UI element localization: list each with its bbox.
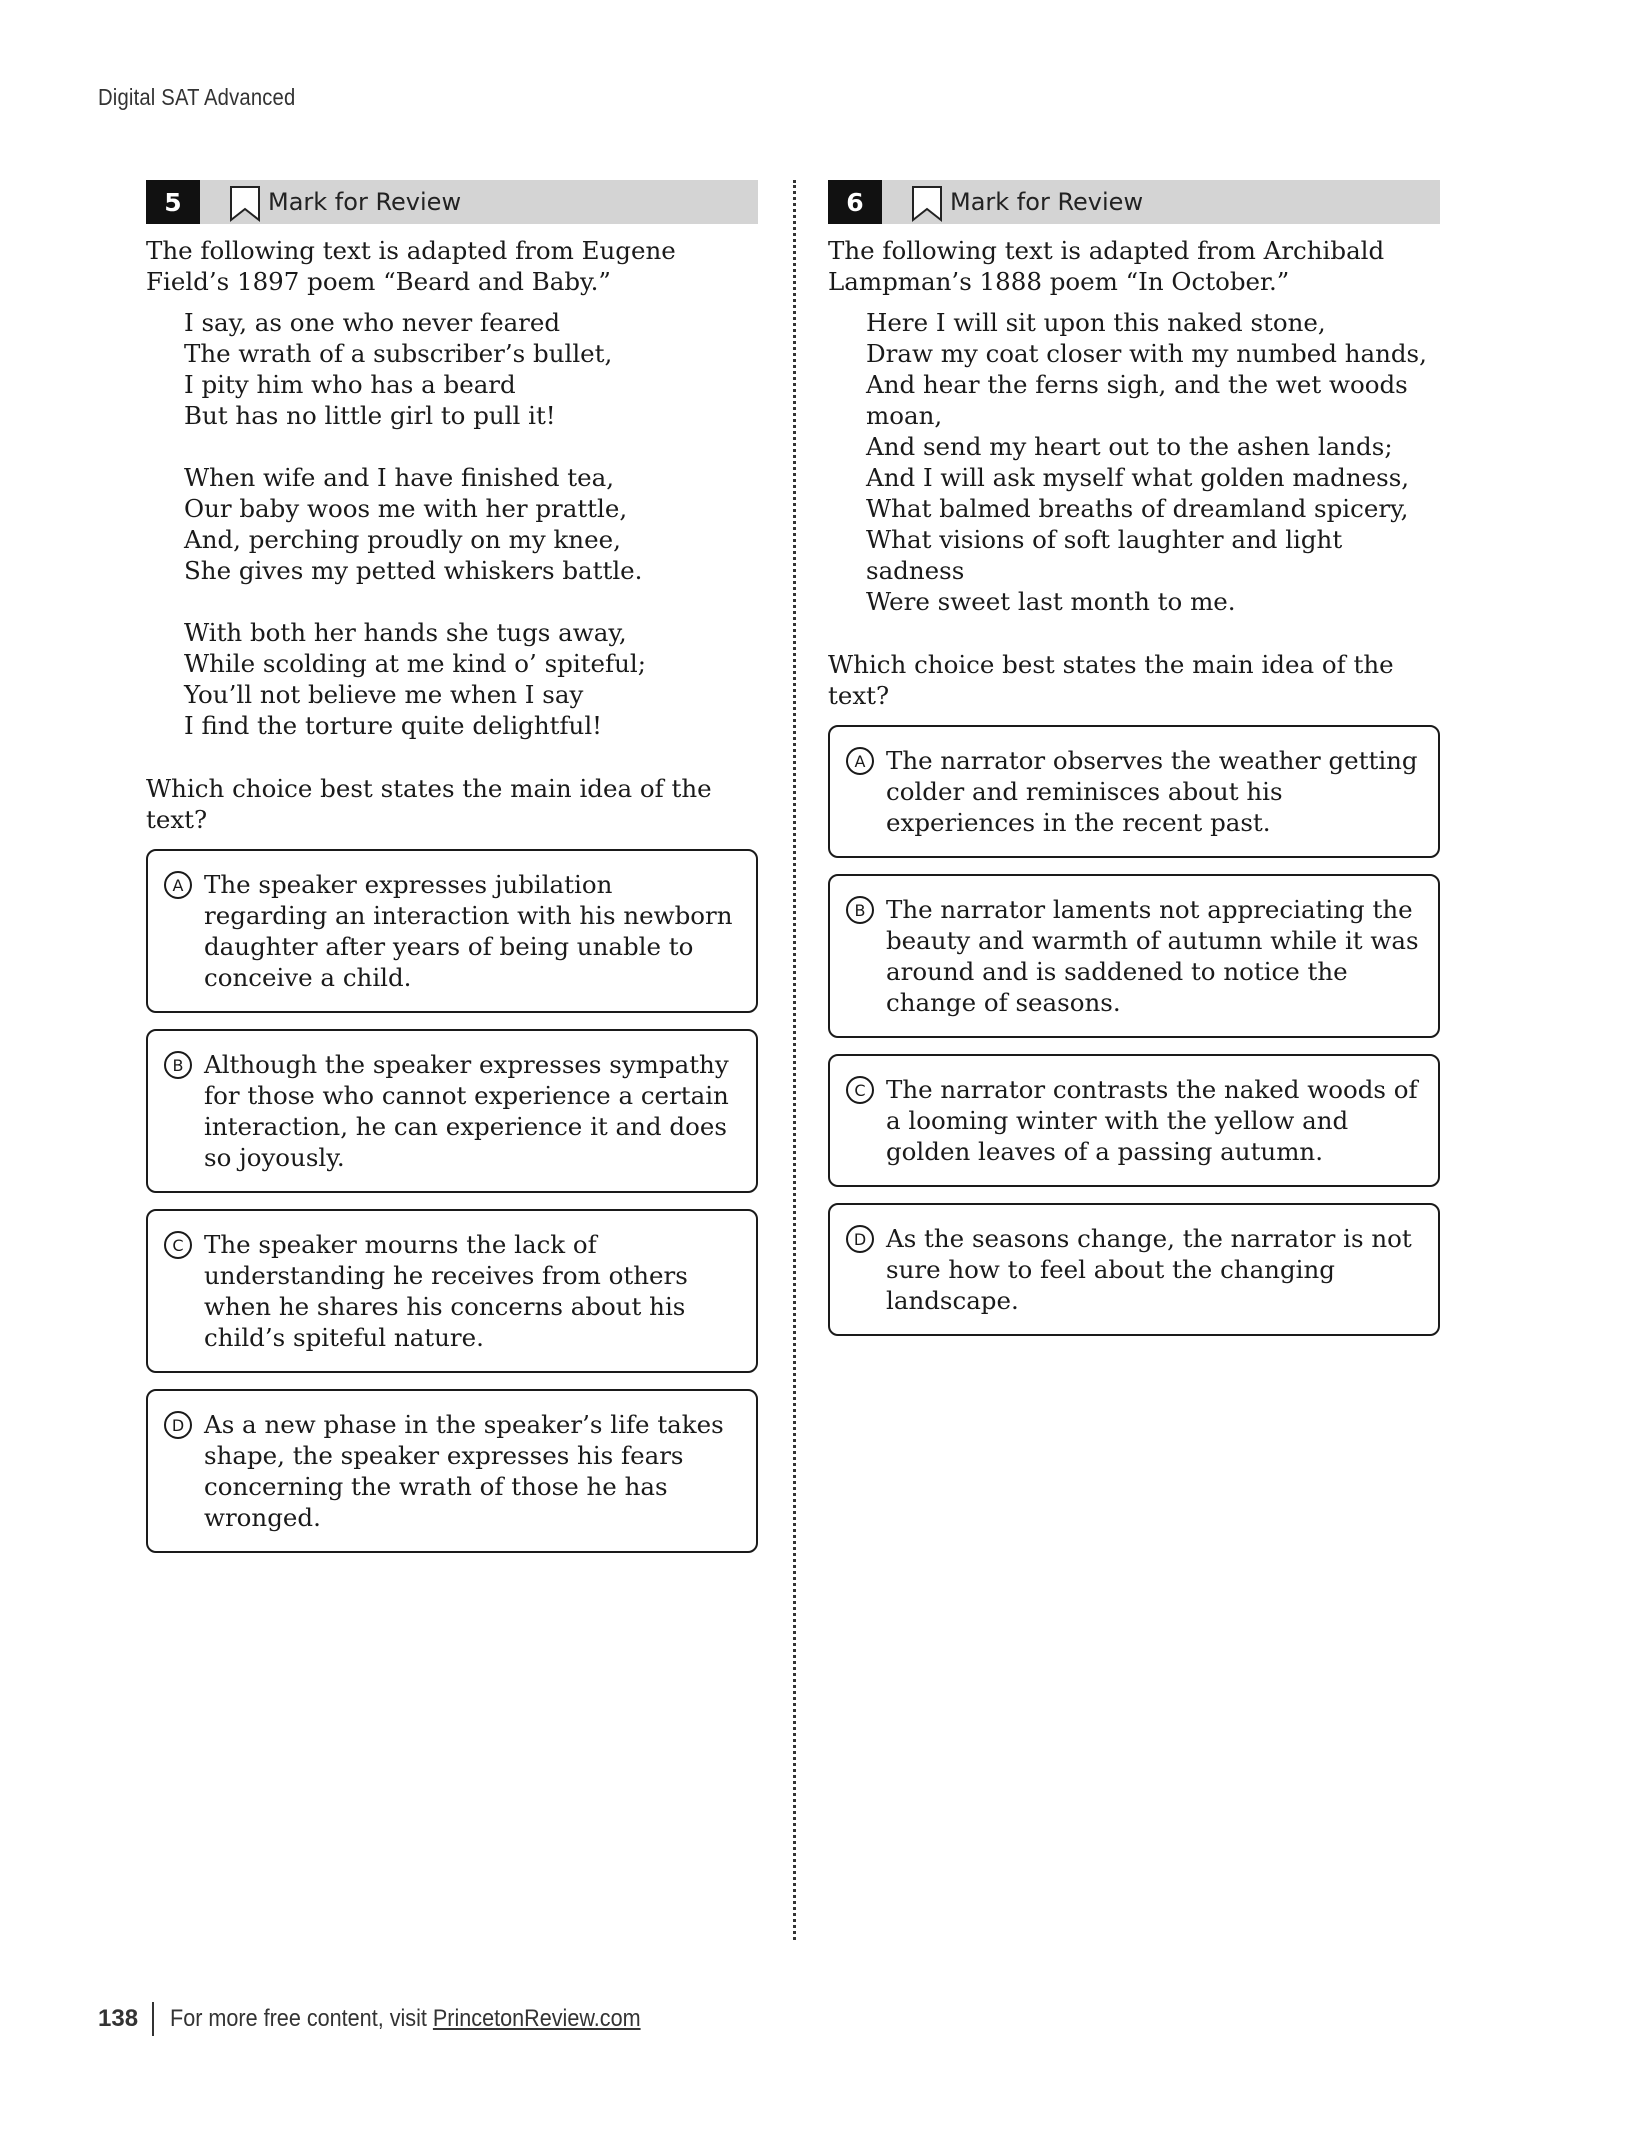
- choice-text: As the seasons change, the narrator is not sure how to feel about the changing landscape.: [886, 1224, 1412, 1315]
- mark-for-review-label[interactable]: Mark for Review: [950, 188, 1144, 216]
- poem-line: While scolding at me kind o’ spiteful;: [184, 649, 646, 678]
- question-5: [146, 180, 758, 1553]
- poem-line: Our baby woos me with her prattle,: [184, 494, 628, 523]
- poem-line: Here I will sit upon this naked stone,: [866, 308, 1326, 337]
- poem-line: The wrath of a subscriber’s bullet,: [184, 339, 613, 368]
- footer-divider: [152, 2002, 154, 2036]
- answer-choice-b[interactable]: [828, 874, 1440, 1038]
- question-header: [828, 180, 1440, 224]
- poem-line: And hear the ferns sigh, and the wet woods moan,: [866, 370, 1408, 430]
- poem-line: But has no little girl to pull it!: [184, 401, 556, 430]
- poem-line: What visions of soft laughter and light sadness: [866, 525, 1343, 585]
- footer-text: [170, 2005, 641, 2033]
- choice-letter-c: C: [164, 1231, 192, 1259]
- question-number: 5: [146, 180, 200, 224]
- poem-line: Draw my coat closer with my numbed hands,: [866, 339, 1427, 368]
- passage-intro: The following text is adapted from Eugene Field’s 1897 poem “Beard and Baby.”: [146, 236, 676, 296]
- poem-line: I say, as one who never feared: [184, 308, 561, 337]
- choice-text: The narrator observes the weather getting colder and reminisces about his experiences in the recent past.: [886, 746, 1418, 837]
- mark-for-review-label[interactable]: Mark for Review: [268, 188, 462, 216]
- page-footer: [98, 2002, 693, 2036]
- poem-line: I pity him who has a beard: [184, 370, 516, 399]
- question-prompt: Which choice best states the main idea of the text?: [828, 650, 1394, 710]
- answer-choice-a[interactable]: [828, 725, 1440, 858]
- answer-choice-d[interactable]: [146, 1389, 758, 1553]
- choice-letter-d: D: [846, 1225, 874, 1253]
- answer-choice-d[interactable]: [828, 1203, 1440, 1336]
- poem-line: Were sweet last month to me.: [866, 587, 1236, 616]
- answer-choice-a[interactable]: [146, 849, 758, 1013]
- poem-line: And send my heart out to the ashen lands;: [866, 432, 1393, 461]
- choice-letter-c: C: [846, 1076, 874, 1104]
- poem-line: She gives my petted whiskers battle.: [184, 556, 643, 585]
- choice-letter-b: B: [164, 1051, 192, 1079]
- page-number: 138: [98, 2005, 139, 2032]
- poem-line: And I will ask myself what golden madness,: [866, 463, 1410, 492]
- bookmark-icon[interactable]: [228, 184, 262, 224]
- question-6: [828, 180, 1440, 1336]
- stanza-break: [184, 431, 758, 462]
- answer-choices: [828, 725, 1440, 1336]
- poem-line: And, perching proudly on my knee,: [184, 525, 621, 554]
- column-divider: [793, 180, 796, 1940]
- choice-letter-d: D: [164, 1411, 192, 1439]
- question-prompt: Which choice best states the main idea of the text?: [146, 774, 712, 834]
- answer-choice-c[interactable]: [146, 1209, 758, 1373]
- answer-choice-c[interactable]: [828, 1054, 1440, 1187]
- question-header: [146, 180, 758, 224]
- poem-line: With both her hands she tugs away,: [184, 618, 627, 647]
- poem-line: When wife and I have finished tea,: [184, 463, 615, 492]
- passage-intro: The following text is adapted from Archibald Lampman’s 1888 poem “In October.”: [828, 236, 1385, 296]
- poem: [866, 307, 1440, 617]
- choice-letter-a: A: [164, 871, 192, 899]
- question-number: 6: [828, 180, 882, 224]
- choice-text: The narrator laments not appreciating the beauty and warmth of autumn while it was around and is saddened to notice the change of seasons.: [886, 895, 1419, 1017]
- bookmark-icon[interactable]: [910, 184, 944, 224]
- choice-text: The speaker mourns the lack of understanding he receives from others when he shares his concerns about his child’s spiteful nature.: [204, 1230, 688, 1352]
- poem-line: I find the torture quite delightful!: [184, 711, 603, 740]
- poem-line: What balmed breaths of dreamland spicery,: [866, 494, 1409, 523]
- choice-text: Although the speaker expresses sympathy for those who cannot experience a certain interaction, he can experience it and does so joyously.: [204, 1050, 729, 1172]
- answer-choice-b[interactable]: [146, 1029, 758, 1193]
- choice-text: The speaker expresses jubilation regarding an interaction with his newborn daughter after years of being unable to conceive a child.: [204, 870, 733, 992]
- choice-letter-b: B: [846, 896, 874, 924]
- princeton-review-link[interactable]: PrincetonReview.com: [432, 2005, 641, 2032]
- running-head: Digital SAT Advanced: [98, 84, 296, 110]
- stanza-break: [184, 586, 758, 617]
- choice-letter-a: A: [846, 747, 874, 775]
- poem: [184, 307, 758, 741]
- choice-text: The narrator contrasts the naked woods of a looming winter with the yellow and golden leaves of a passing autumn.: [886, 1075, 1418, 1166]
- choice-text: As a new phase in the speaker’s life takes shape, the speaker expresses his fears concerning the wrath of those he has wronged.: [204, 1410, 724, 1532]
- footer-note: For more free content, visit: [170, 2005, 433, 2032]
- poem-line: You’ll not believe me when I say: [184, 680, 584, 709]
- answer-choices: [146, 849, 758, 1553]
